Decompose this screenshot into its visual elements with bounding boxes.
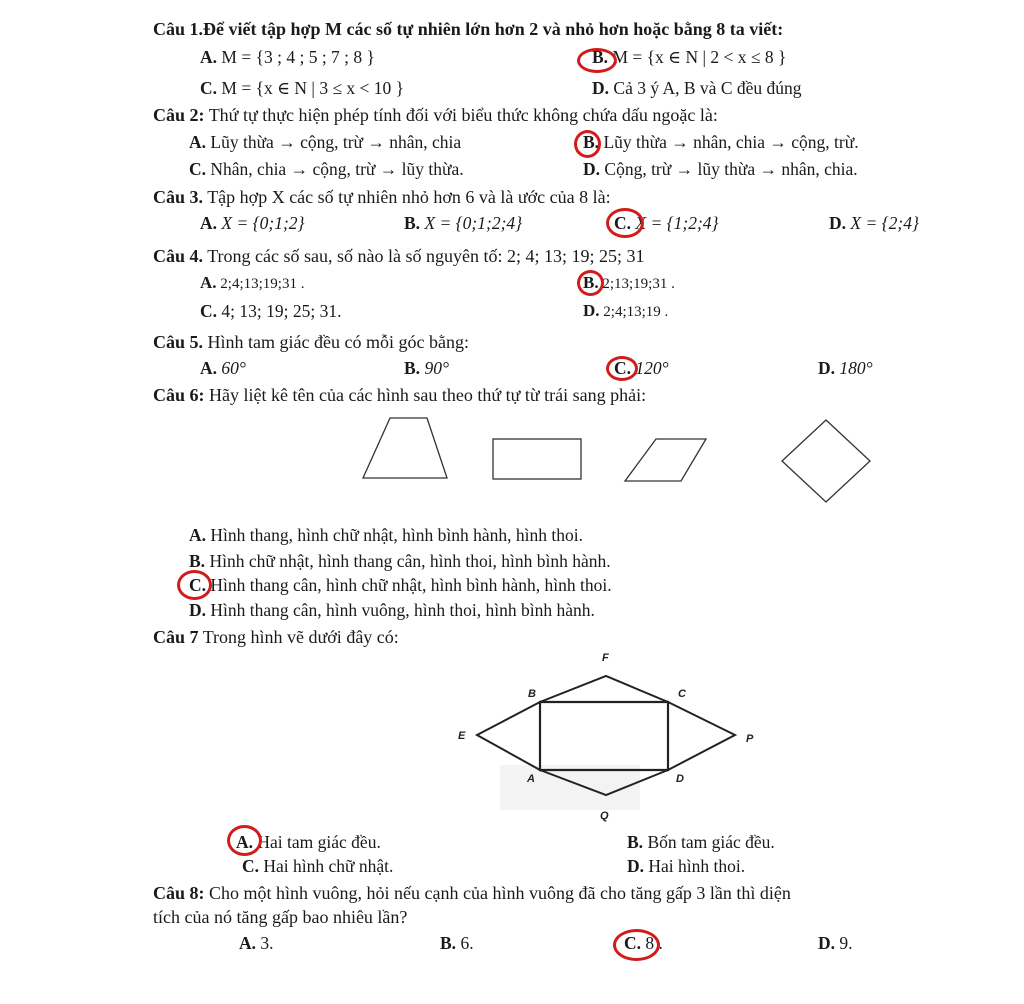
q8-a-label: A. (239, 933, 257, 953)
q5-c-label: C. (614, 358, 632, 378)
q1-a-text: M = {3 ; 4 ; 5 ; 7 ; 8 } (221, 47, 375, 67)
q6-stem (153, 384, 646, 406)
q4-b-text: 2;13;19;31 . (602, 276, 675, 292)
q3-a-text: X = {0;1;2} (221, 213, 305, 233)
q1-option-b (592, 46, 786, 68)
q8-stem (153, 882, 791, 904)
q5-option-a (200, 357, 246, 379)
q6-option-a (189, 524, 583, 546)
q8-b-label: B. (440, 933, 457, 953)
q1-b-text: M = {x ∈ N | 2 < x ≤ 8 } (612, 47, 787, 67)
q4-stem-label: Câu 4. (153, 246, 204, 266)
q2-stem (153, 104, 718, 126)
q7-c-text: Hai hình chữ nhật. (263, 856, 394, 876)
q6-d-text: Hình thang cân, hình vuông, hình thoi, hình bình hành. (210, 600, 595, 620)
triangle-bea (477, 702, 540, 770)
q6-stem-label: Câu 6: (153, 385, 205, 405)
q5-option-d (818, 357, 873, 379)
q6-c-text: Hình thang cân, hình chữ nhật, hình bình hành, hình thoi. (210, 575, 612, 595)
q7-d-text: Hai hình thoi. (648, 856, 746, 876)
q7-stem-text: Trong hình vẽ dưới đây có: (198, 627, 399, 647)
q7-option-b (627, 831, 775, 853)
q6-c-label: C. (189, 575, 207, 595)
q5-option-b (404, 357, 449, 379)
q3-c-label: C. (614, 213, 632, 233)
q7-a-label: A. (236, 832, 254, 852)
q6-shapes (350, 410, 880, 510)
q8-answer-mark (613, 929, 660, 961)
q4-d-text: 2;4;13;19 . (603, 304, 669, 320)
q8-option-d (818, 932, 853, 954)
q2-c-text: Nhân, chia → cộng, trừ → lũy thừa. (210, 159, 464, 179)
q1-a-label: A. (200, 47, 218, 67)
rhombus-shape (782, 420, 870, 502)
point-label-e: E (458, 730, 466, 742)
q4-option-c (200, 300, 341, 322)
q6-d-label: D. (189, 600, 207, 620)
q6-b-label: B. (189, 551, 206, 571)
q7-b-text: Bốn tam giác đều. (647, 832, 775, 852)
q8-d-text: 9. (839, 933, 853, 953)
q6-answer-mark (177, 570, 212, 600)
q5-b-label: B. (404, 358, 421, 378)
scan-smudge (500, 765, 640, 810)
q2-c-label: C. (189, 159, 207, 179)
parallelogram-shape (625, 439, 706, 481)
q1-option-a (200, 46, 375, 68)
q5-c-text: 120° (635, 358, 669, 378)
q3-b-text: X = {0;1;2;4} (424, 213, 523, 233)
q7-option-d (627, 855, 745, 877)
q3-option-d (829, 212, 919, 234)
q7-d-label: D. (627, 856, 645, 876)
triangle-cpd (668, 702, 735, 770)
q3-stem (153, 186, 611, 208)
q4-answer-mark (577, 270, 604, 296)
q5-b-text: 90° (424, 358, 449, 378)
q3-option-b (404, 212, 522, 234)
q3-d-text: X = {2;4} (850, 213, 919, 233)
q4-c-label: C. (200, 301, 218, 321)
q1-option-d (592, 77, 802, 99)
q7-figure (440, 645, 780, 825)
q4-option-a (200, 272, 304, 295)
q2-d-text: Cộng, trừ → lũy thừa → nhân, chia. (604, 159, 858, 179)
q8-c-label: C. (624, 933, 642, 953)
q5-a-text: 60° (221, 358, 246, 378)
rectangle-shape (493, 439, 581, 479)
q6-a-text: Hình thang, hình chữ nhật, hình bình hành, hình thoi. (210, 525, 583, 545)
q1-answer-mark (577, 48, 617, 73)
q7-answer-mark (227, 825, 262, 856)
q3-answer-mark (606, 208, 644, 238)
point-label-a: A (527, 773, 535, 785)
rectangle-bcda (540, 702, 668, 770)
q1-d-label: D. (592, 78, 610, 98)
point-label-b: B (528, 688, 536, 700)
q4-stem (153, 245, 645, 267)
q8-d-label: D. (818, 933, 836, 953)
q8-a-text: 3. (260, 933, 274, 953)
q3-c-text: X = {1;2;4} (635, 213, 719, 233)
q8-b-text: 6. (460, 933, 474, 953)
q6-option-d (189, 599, 595, 621)
q1-b-label: B. (592, 47, 609, 67)
q8-option-b (440, 932, 474, 954)
q7-c-label: C. (242, 856, 260, 876)
q3-stem-text: Tập hợp X các số tự nhiên nhỏ hơn 6 và là ước của 8 là: (203, 187, 611, 207)
triangle-bfc (540, 676, 668, 702)
q4-stem-text: Trong các số sau, số nào là số nguyên tố: 2; 4; 13; 19; 25; 31 (203, 246, 645, 266)
q2-answer-mark (574, 130, 601, 158)
q2-option-a (189, 131, 461, 153)
q2-b-label: B. (583, 132, 600, 152)
q3-a-label: A. (200, 213, 218, 233)
q1-stem: Câu 1.Để viết tập hợp M các số tự nhiên lớn hơn 2 và nhỏ hơn hoặc bằng 8 ta viết: (153, 19, 784, 39)
q7-option-c (242, 855, 393, 877)
q3-stem-label: Câu 3. (153, 187, 204, 207)
q5-d-text: 180° (839, 358, 873, 378)
q2-b-text: Lũy thừa → nhân, chia → cộng, trừ. (603, 132, 859, 152)
q4-a-text: 2;4;13;19;31 . (220, 276, 305, 292)
q7-stem (153, 626, 399, 648)
q1-c-text: M = {x ∈ N | 3 ≤ x < 10 } (221, 78, 405, 98)
q6-option-b (189, 550, 611, 572)
point-label-f: F (602, 652, 609, 664)
q2-option-b (583, 131, 859, 153)
q2-stem-text: Thứ tự thực hiện phép tính đối với biểu thức không chứa dấu ngoặc là: (204, 105, 718, 125)
q7-b-label: B. (627, 832, 644, 852)
q3-b-label: B. (404, 213, 421, 233)
q8-stem-line2: tích của nó tăng gấp bao nhiêu lần? (153, 907, 408, 927)
q2-option-d (583, 158, 858, 180)
q2-a-label: A. (189, 132, 207, 152)
q5-stem-label: Câu 5. (153, 332, 204, 352)
q4-a-label: A. (200, 273, 217, 292)
q4-b-label: B. (583, 273, 599, 292)
q3-d-label: D. (829, 213, 847, 233)
q5-answer-mark (606, 356, 638, 381)
q1-c-label: C. (200, 78, 218, 98)
q5-a-label: A. (200, 358, 218, 378)
q1-d-text: Cả 3 ý A, B và C đều đúng (613, 78, 802, 98)
q7-stem-label: Câu 7 (153, 627, 199, 647)
point-label-q: Q (600, 810, 609, 822)
q2-d-label: D. (583, 159, 601, 179)
q6-b-text: Hình chữ nhật, hình thang cân, hình thoi, hình bình hành. (209, 551, 611, 571)
q4-d-label: D. (583, 301, 600, 320)
q6-stem-text: Hãy liệt kê tên của các hình sau theo thứ tự từ trái sang phải: (204, 385, 647, 405)
q8-c-text: 8 . (645, 933, 663, 953)
q2-a-text: Lũy thừa → cộng, trừ → nhân, chia (210, 132, 462, 152)
trapezoid-shape (363, 418, 447, 478)
q5-stem (153, 331, 469, 353)
point-label-d: D (676, 773, 684, 785)
q2-option-c (189, 158, 464, 180)
q3-option-a (200, 212, 305, 234)
q2-stem-label: Câu 2: (153, 105, 205, 125)
q5-d-label: D. (818, 358, 836, 378)
q4-option-d (583, 300, 668, 323)
q1-option-c (200, 77, 404, 99)
q6-a-label: A. (189, 525, 207, 545)
q5-stem-text: Hình tam giác đều có mỗi góc bằng: (203, 332, 469, 352)
point-label-c: C (678, 688, 686, 700)
q7-a-text: Hai tam giác đều. (257, 832, 381, 852)
q8-option-a (239, 932, 274, 954)
q8-stem-text: Cho một hình vuông, hỏi nếu cạnh của hình vuông đã cho tăng gấp 3 lần thì diện (204, 883, 791, 903)
q4-c-text: 4; 13; 19; 25; 31. (221, 301, 342, 321)
point-label-p: P (746, 733, 754, 745)
q8-stem-label: Câu 8: (153, 883, 205, 903)
q6-option-c (189, 574, 612, 596)
